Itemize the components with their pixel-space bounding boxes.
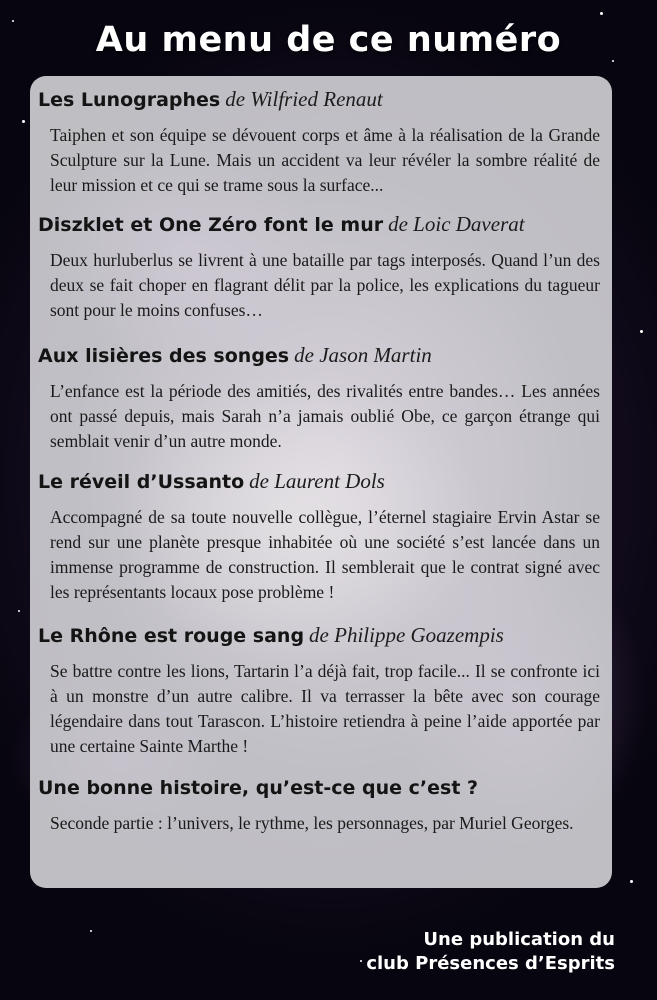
contents-entry (38, 620, 604, 759)
contents-entry (38, 84, 604, 198)
entry-heading (38, 209, 604, 240)
entry-title: Aux lisières des songes (38, 345, 290, 367)
contents-entry (38, 773, 604, 836)
entry-heading (38, 340, 604, 371)
contents-panel (30, 76, 612, 888)
entry-title: Diszklet et One Zéro font le mur (38, 214, 384, 236)
star-icon (630, 880, 633, 883)
entry-description: Taiphen et son équipe se dévouent corps et âme à la réalisation de la Grande Sculpture sur la Lune. Mais un accident va leur révéler la sombre réalité de leur mission et ce qui se trame sous la surface... (50, 125, 600, 195)
entry-description: L’enfance est la période des amitiés, des rivalités entre bandes… Les années ont passé depuis, mais Sarah n’a jamais oublié Obe, ce garçon étrange qui semblait venir d’un autre monde. (50, 381, 600, 451)
contents-entry (38, 209, 604, 323)
page-title: Au menu de ce numéro (95, 20, 562, 60)
contents-entry (38, 340, 604, 454)
entry-title: Le Rhône est rouge sang (38, 625, 305, 647)
entry-author: de Loic Daverat (388, 212, 525, 236)
publisher-credit (366, 928, 615, 976)
entry-author: de Jason Martin (294, 343, 432, 367)
entry-description: Deux hurluberlus se livrent à une bataille par tags interposés. Quand l’un des deux se fait choper en flagrant délit par la police, les explications du tagueur sont pour le moins confuses… (50, 250, 600, 320)
star-icon (640, 330, 643, 333)
entry-title: Le réveil d’Ussanto (38, 471, 245, 493)
star-icon (612, 60, 614, 62)
star-icon (18, 610, 20, 612)
entry-author: de Laurent Dols (249, 469, 385, 493)
entry-heading (38, 620, 604, 651)
entry-description: Se battre contre les lions, Tartarin l’a déjà fait, trop facile... Il se confronte ici à un monstre d’un autre calibre. Il va terrasser la bête avec son courage légendaire dans tout Tarascon. L’histoire retiendra à peine l’aide apportée par une certaine Sainte Marthe ! (50, 661, 600, 756)
contents-entry (38, 466, 604, 605)
entry-author: de Wilfried Renaut (225, 87, 383, 111)
entry-title: Les Lunographes (38, 89, 221, 111)
entry-title: Une bonne histoire, qu’est-ce que c’est ? (38, 777, 479, 799)
entry-heading (38, 773, 604, 803)
star-icon (90, 930, 92, 932)
publisher-line: Une publication du (423, 929, 615, 950)
entry-description: Seconde partie : l’univers, le rythme, les personnages, par Muriel Georges. (50, 813, 574, 833)
star-icon (600, 12, 603, 15)
entry-author: de Philippe Goazempis (309, 623, 504, 647)
publisher-line: club Présences d’Esprits (366, 953, 615, 974)
entry-description: Accompagné de sa toute nouvelle collègue, l’éternel stagiaire Ervin Astar se rend sur une planète presque inhabitée où une société s’est lancée dans un immense programme de construction. Il semblerait que le contrat signé avec les représentants locaux pose problème ! (50, 507, 600, 602)
star-icon (360, 960, 362, 962)
star-icon (22, 120, 25, 123)
entry-heading (38, 84, 604, 115)
entry-heading (38, 466, 604, 497)
